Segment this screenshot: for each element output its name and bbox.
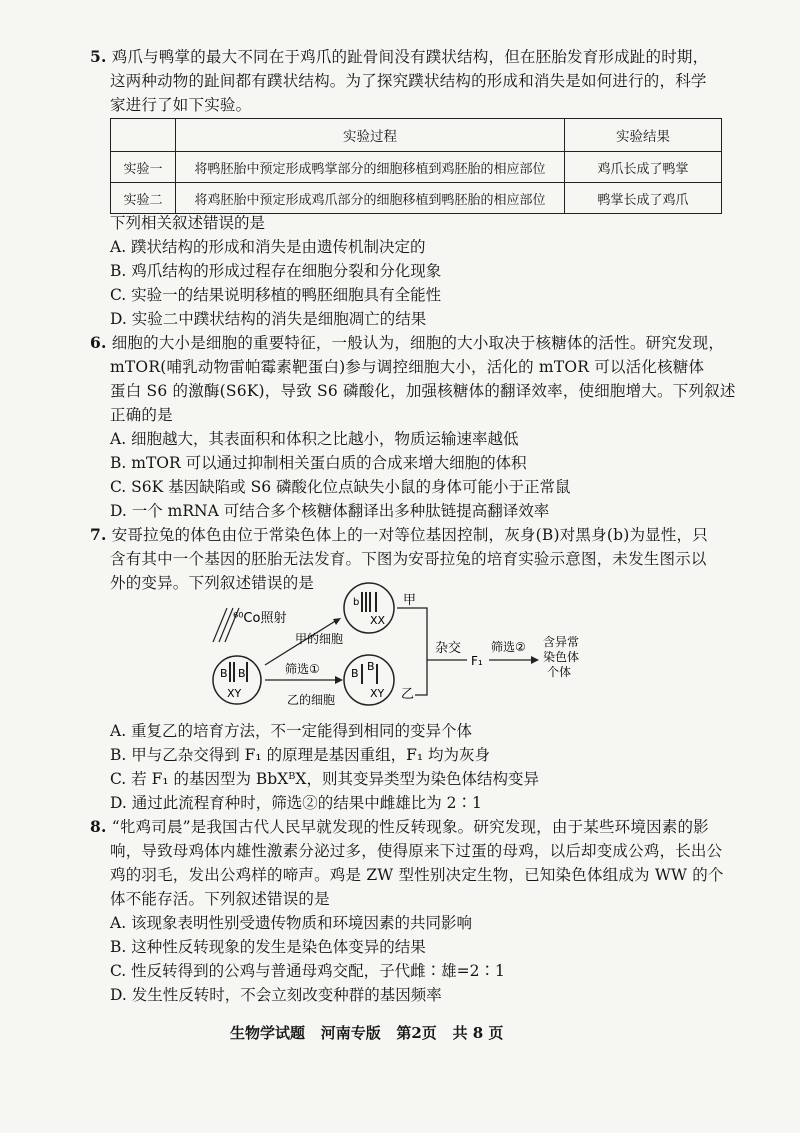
table-row: 实验二 将鸡胚胎中预定形成鸡爪部分的细胞移植到鸭胚胎的相应部位 鸭掌长成了鸡爪: [111, 183, 722, 214]
cell-jia: [344, 583, 394, 633]
q7-option-d[interactable]: D. 通过此流程育种时，筛选②的结果中雌雄比为 2∶1: [110, 794, 482, 812]
q6-option-b[interactable]: B. mTOR 可以通过抑制相关蛋白质的合成来增大细胞的体积: [110, 454, 527, 472]
footer-page: 第2页: [396, 1024, 437, 1042]
source-cell-xy: XY: [227, 687, 242, 700]
irradiation-label: ⁶⁰Co照射: [233, 611, 287, 626]
q8-option-d[interactable]: D. 发生性反转时，不会立刻改变种群的基因频率: [110, 986, 442, 1004]
table-row: 实验一 将鸭胚胎中预定形成鸭掌部分的细胞移植到鸡胚胎的相应部位 鸡爪长成了鸭掌: [111, 152, 722, 183]
q7-option-b[interactable]: B. 甲与乙杂交得到 F₁ 的原理是基因重组，F₁ 均为灰身: [110, 746, 490, 764]
q7-line-3: 外的变异。下列叙述错误的是: [110, 574, 315, 592]
cell-b-label: 乙的细胞: [287, 693, 336, 707]
q5-option-c[interactable]: C. 实验一的结果说明移植的鸭胚细胞具有全能性: [110, 286, 442, 304]
q6-line-4: 正确的是: [110, 406, 173, 424]
q7-option-a[interactable]: A. 重复乙的培育方法，不一定能得到相同的变异个体: [110, 722, 473, 740]
cell-a-label: 甲的细胞: [295, 632, 344, 646]
screen-2-label: 筛选②: [491, 640, 526, 654]
svg-text:XY: XY: [370, 687, 385, 700]
q5-option-a[interactable]: A. 蹼状结构的形成和消失是由遗传机制决定的: [110, 238, 426, 256]
table-header-process: 实验过程: [176, 119, 565, 152]
q5-option-d[interactable]: D. 实验二中蹼状结构的消失是细胞凋亡的结果: [110, 310, 427, 328]
result-line-1: 含异常: [543, 635, 580, 649]
footer-edition: 河南专版: [320, 1024, 381, 1042]
q5-line-2: 这两种动物的趾间都有蹼状结构。为了探究蹼状结构的形成和消失是如何进行的，科学: [110, 72, 707, 90]
result-line-3: 个体: [547, 665, 572, 679]
source-cell: [213, 656, 261, 704]
q8-line-1: 8. “牝鸡司晨”是我国古代人民早就发现的性反转现象。研究发现，由于某些环境因素的影: [90, 817, 709, 836]
q6-line-3: 蛋白 S6 的激酶(S6K)，导致 S6 磷酸化，加强核糖体的翻译效率，使细胞增大。下列叙述: [110, 382, 736, 400]
q7-line-2: 含有其中一个基因的胚胎无法发育。下图为安哥拉兔的培育实验示意图，未发生图示以: [110, 550, 707, 568]
table-header-row: [111, 119, 722, 152]
table-header-result: 实验结果: [565, 119, 722, 152]
svg-text:B: B: [220, 667, 228, 680]
experiment-table: [110, 118, 722, 214]
q8-option-b[interactable]: B. 这种性反转现象的发生是染色体变异的结果: [110, 938, 426, 956]
q8-line-4: 体不能存活。下列叙述错误的是: [110, 890, 330, 908]
q6-number: 6.: [90, 333, 107, 352]
q6-option-a[interactable]: A. 细胞越大，其表面积和体积之比越小，物质运输速率越低: [110, 430, 519, 448]
breeding-diagram: [205, 580, 625, 715]
svg-text:B: B: [351, 667, 359, 680]
page-footer: [230, 1022, 503, 1043]
cross-label: 杂交: [435, 641, 462, 656]
yi-label: 乙: [401, 687, 415, 702]
footer-subject: 生物学试题: [230, 1024, 306, 1042]
q8-line-2: 响，导致母鸡体内雄性激素分泌过多，使得原来下过蛋的母鸡，以后却变成公鸡，长出公: [110, 842, 723, 860]
q8-number: 8.: [90, 817, 107, 836]
q7-line-1: 7. 安哥拉兔的体色由位于常染色体上的一对等位基因控制，灰身(B)对黑身(b)为显性，只: [90, 525, 708, 544]
q5-number: 5.: [90, 47, 107, 66]
footer-total: 共 8 页: [452, 1024, 504, 1042]
q5-stem: 下列相关叙述错误的是: [110, 214, 266, 232]
jia-label: 甲: [403, 593, 417, 608]
result-line-2: 染色体: [543, 650, 580, 664]
svg-text:b: b: [353, 597, 360, 608]
svg-text:B: B: [238, 667, 246, 680]
cell-yi: [344, 655, 394, 705]
q8-line-3: 鸡的羽毛，发出公鸡样的啼声。鸡是 ZW 型性别决定生物，已知染色体组成为 WW 的个: [110, 866, 724, 884]
svg-text:B: B: [367, 660, 375, 673]
q7-option-c[interactable]: C. 若 F₁ 的基因型为 BbXᴮX，则其变异类型为染色体结构变异: [110, 770, 539, 788]
screen-1-label: 筛选①: [285, 662, 320, 676]
q7-number: 7.: [90, 525, 107, 544]
table-header-empty: [111, 119, 176, 152]
svg-text:XX: XX: [370, 614, 386, 627]
q6-line-1: 6. 细胞的大小是细胞的重要特征，一般认为，细胞的大小取决于核糖体的活性。研究发现，: [90, 333, 725, 352]
q6-option-c[interactable]: C. S6K 基因缺陷或 S6 磷酸化位点缺失小鼠的身体可能小于正常鼠: [110, 478, 571, 496]
q5-line-1: 5. 鸡爪与鸭掌的最大不同在于鸡爪的趾骨间没有蹼状结构，但在胚胎发育形成趾的时期，: [90, 47, 709, 66]
q5-line-3: 家进行了如下实验。: [110, 96, 252, 114]
q6-option-d[interactable]: D. 一个 mRNA 可结合多个核糖体翻译出多种肽链提高翻译效率: [110, 502, 550, 520]
q6-line-2: mTOR(哺乳动物雷帕霉素靶蛋白)参与调控细胞大小，活化的 mTOR 可以活化核糖体: [110, 358, 705, 376]
q8-option-c[interactable]: C. 性反转得到的公鸡与普通母鸡交配，子代雌∶雄=2∶1: [110, 962, 505, 980]
f1-label: F₁: [471, 654, 483, 668]
q8-option-a[interactable]: A. 该现象表明性别受遗传物质和环境因素的共同影响: [110, 914, 473, 932]
q5-option-b[interactable]: B. 鸡爪结构的形成过程存在细胞分裂和分化现象: [110, 262, 442, 280]
